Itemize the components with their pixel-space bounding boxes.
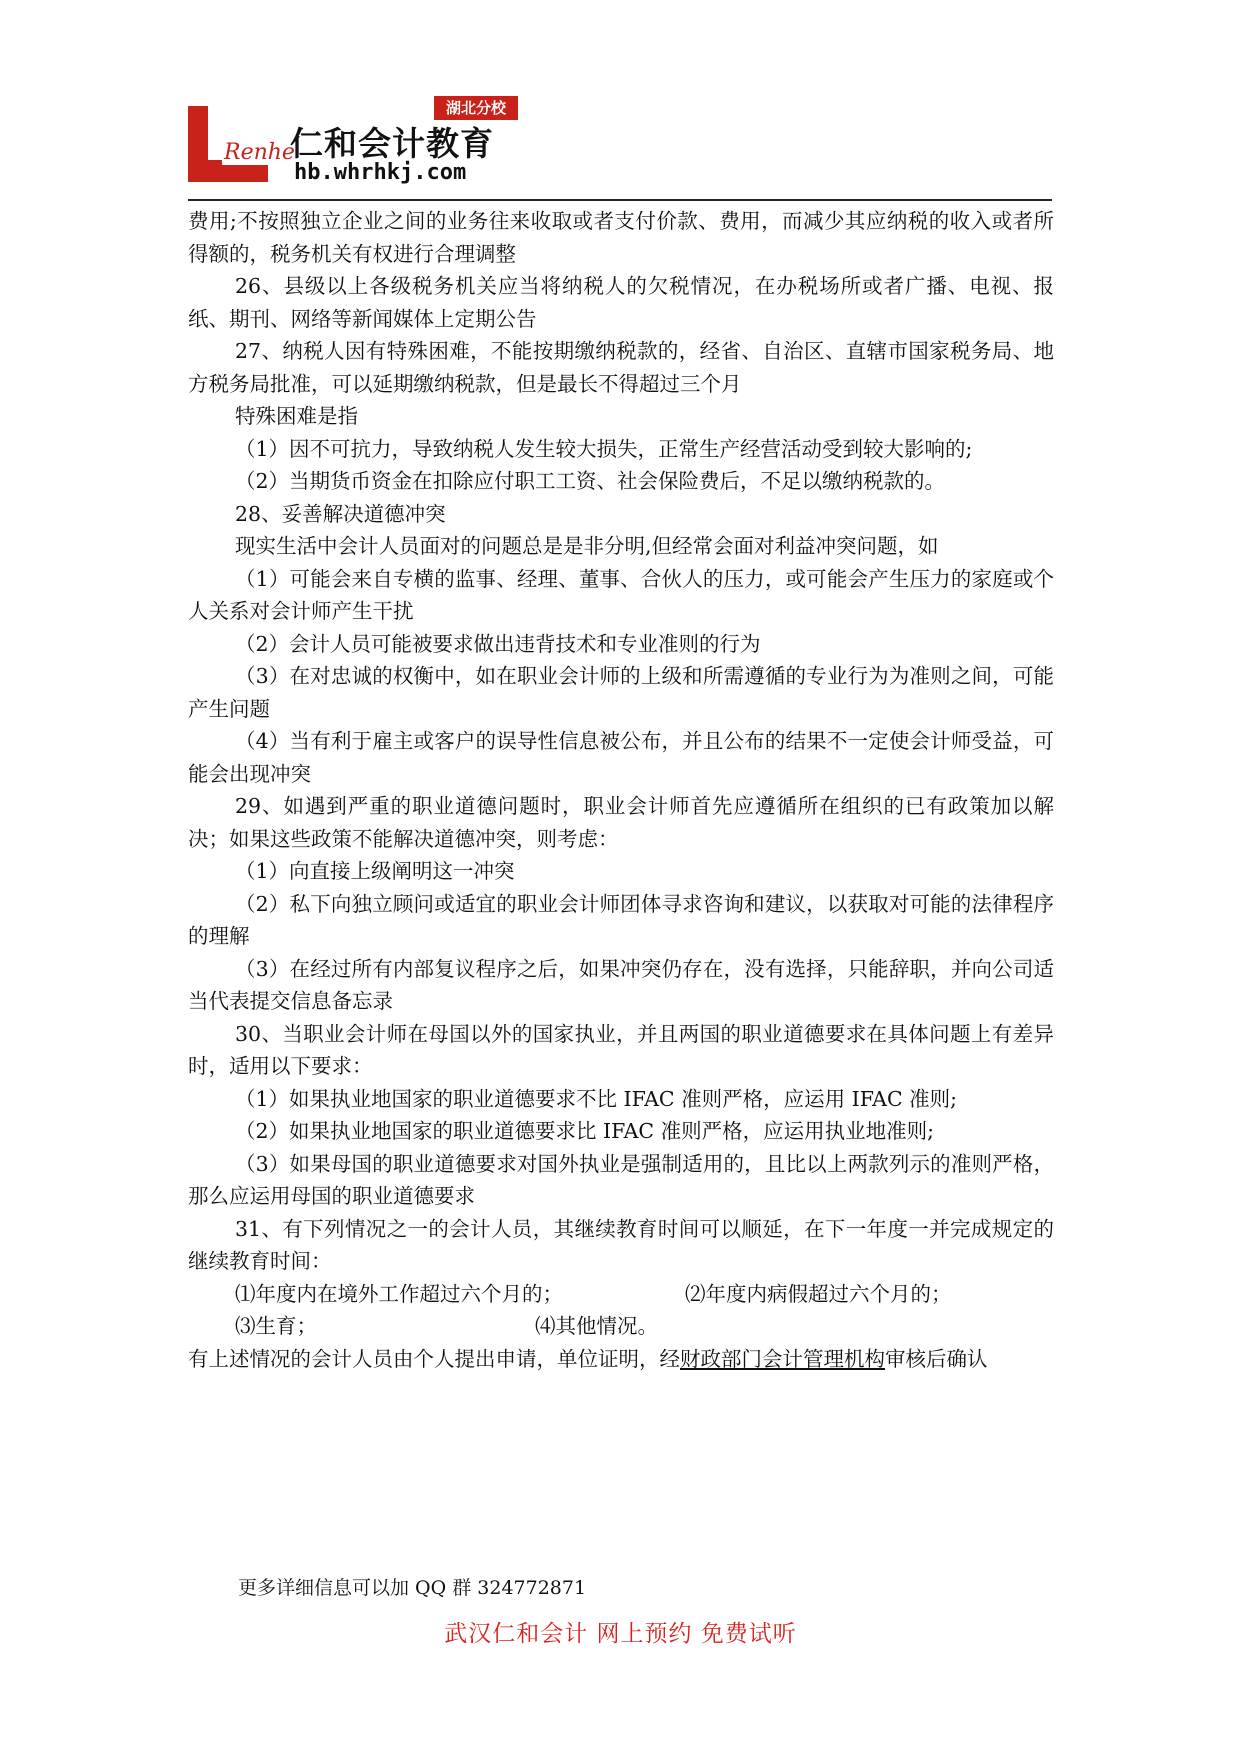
document-body [188, 205, 1054, 1375]
list-item: ⑴年度内在境外工作超过六个月的； [235, 1281, 563, 1306]
paragraph: 现实生活中会计人员面对的问题总是是非分明,但经常会面对利益冲突问题，如 [235, 534, 939, 558]
brand-url: hb.whrhkj.com [294, 160, 467, 185]
paragraph: （1）因不可抗力，导致纳税人发生较大损失，正常生产经营活动受到较大影响的; [235, 436, 973, 461]
brand-name: 仁和会计教育 [290, 124, 494, 163]
paragraph: （1）如果执业地国家的职业道德要求不比 IFAC 准则严格，应运用 IFAC 准则; [235, 1086, 958, 1111]
paragraph: 费用;不按照独立企业之间的业务往来收取或者支付价款、费用，而减少其应纳税的收入或者所得额的，税务机关有权进行合理调整 [188, 209, 1054, 266]
list-item: ⑷其他情况。 [535, 1314, 658, 1338]
paragraph: （2）会计人员可能被要求做出违背技术和专业准则的行为 [235, 631, 761, 656]
paragraph: （1）向直接上级阐明这一冲突 [235, 859, 515, 883]
header-divider [188, 199, 1052, 201]
paragraph: 30、当职业会计师在母国以外的国家执业，并且两国的职业道德要求在具体问题上有差异时，适用以下要求： [188, 1021, 1054, 1078]
closing-text-end: 审核后确认 [885, 1346, 988, 1371]
paragraph: （2）私下向独立顾问或适宜的职业会计师团体寻求咨询和建议，以获取对可能的法律程序的理解 [188, 891, 1054, 948]
paragraph: （4）当有利于雇主或客户的误导性信息被公布，并且公布的结果不一定使会计师受益，可能会出现冲突 [188, 729, 1054, 786]
paragraph: 26、县级以上各级税务机关应当将纳税人的欠税情况，在办税场所或者广播、电视、报纸、期刊、网络等新闻媒体上定期公告 [188, 274, 1054, 331]
paragraph: 特殊困难是指 [235, 404, 358, 428]
paragraph: 31、有下列情况之一的会计人员，其继续教育时间可以顺延，在下一年度一并完成规定的继续教育时间： [188, 1216, 1054, 1273]
paragraph: 29、如遇到严重的职业道德问题时，职业会计师首先应遵循所在组织的已有政策加以解决；如果这些政策不能解决道德冲突，则考虑： [188, 794, 1054, 851]
paragraph: （2）如果执业地国家的职业道德要求比 IFAC 准则严格，应运用执业地准则; [235, 1119, 935, 1143]
list-item: ⑶生育； [235, 1314, 317, 1338]
list-item: ⑵年度内病假超过六个月的； [685, 1281, 952, 1306]
paragraph: （3）在经过所有内部复议程序之后，如果冲突仍存在，没有选择，只能辞职，并向公司适当代表提交信息备忘录 [188, 956, 1054, 1013]
paragraph: 27、纳税人因有特殊困难，不能按期缴纳税款的，经省、自治区、直辖市国家税务局、地方税务局批准，可以延期缴纳税款，但是最长不得超过三个月 [188, 339, 1054, 396]
closing-paragraph [188, 1343, 1054, 1376]
list-row [188, 1310, 1054, 1343]
finance-dept-link[interactable]: 财政部门会计管理机构 [680, 1346, 885, 1371]
paragraph: 28、妥善解决道德冲突 [235, 501, 446, 526]
company-logo [188, 96, 528, 186]
paragraph: （1）可能会来自专横的监事、经理、董事、合伙人的压力，或可能会产生压力的家庭或个人关系对会计师产生干扰 [188, 566, 1054, 623]
promo-banner[interactable]: 武汉仁和会计 网上预约 免费试听 [444, 1621, 797, 1647]
more-info-line: 更多详细信息可以加 QQ 群 324772871 [238, 1577, 587, 1599]
logo-renhe-text: Renhe [224, 140, 295, 165]
paragraph: （3）在对忠诚的权衡中，如在职业会计师的上级和所需遵循的专业行为为准则之间，可能产生问题 [188, 664, 1054, 721]
paragraph: （2）当期货币资金在扣除应付职工工资、社会保险费后，不足以缴纳税款的。 [235, 469, 946, 493]
list-row [188, 1278, 1054, 1311]
branch-badge: 湖北分校 [434, 96, 518, 120]
paragraph: （3）如果母国的职业道德要求对国外执业是强制适用的，且比以上两款列示的准则严格，那么应运用母国的职业道德要求 [188, 1151, 1054, 1208]
closing-text: 有上述情况的会计人员由个人提出申请，单位证明，经 [188, 1346, 680, 1371]
